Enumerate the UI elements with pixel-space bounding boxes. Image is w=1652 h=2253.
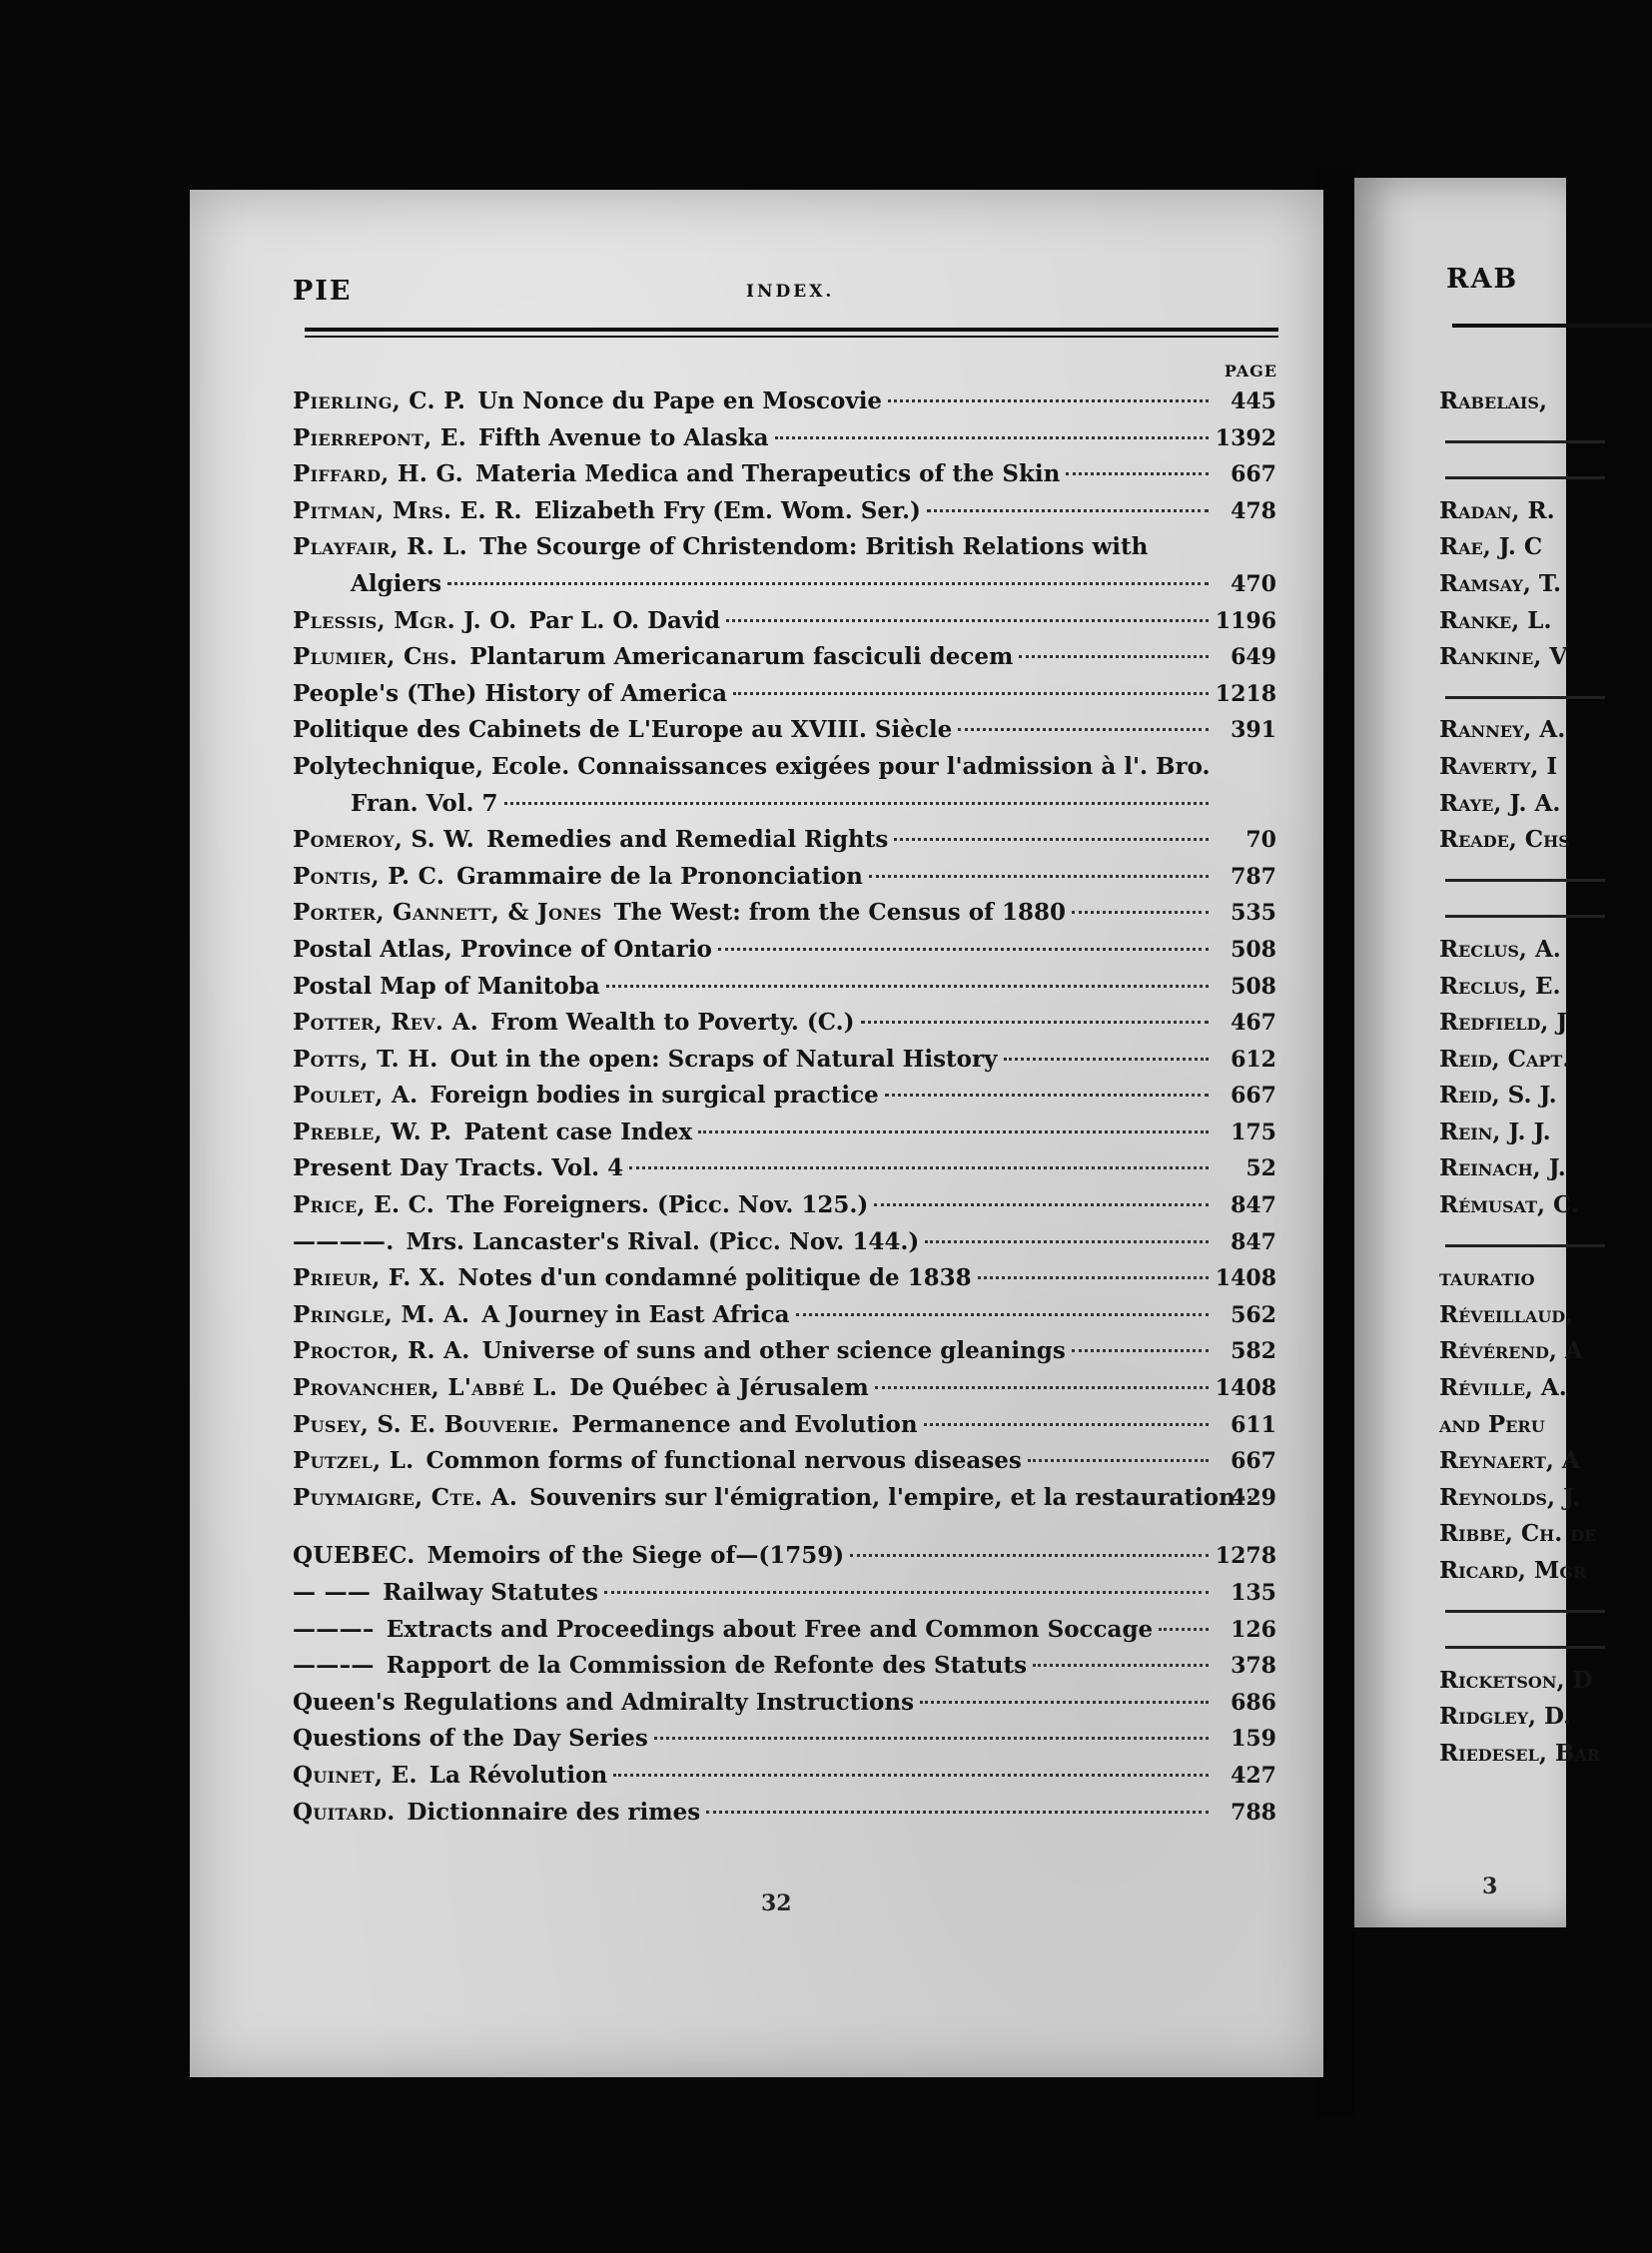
entry-page-number: 508 [1231,973,1276,1000]
adjacent-entry: Ricard, Mgr [1439,1557,1587,1584]
index-entry [293,643,1276,680]
entry-title: Extracts and Proceedings about Free and Common Soccage [386,1615,1154,1643]
entry-page-number: 612 [1231,1046,1276,1073]
entry-page-number: 667 [1231,461,1276,488]
dot-leader [1159,1628,1209,1631]
dot-leader [629,1166,1209,1169]
adjacent-entry: Rae, J. C [1439,533,1543,561]
entry-title: Permanence and Evolution [571,1410,918,1438]
adjacent-entry: Reclus, E. [1439,972,1561,1000]
dot-leader [718,948,1209,951]
entry-author: Quinet, E. [293,1761,417,1789]
entry-title: Common forms of functional nervous diseases [425,1447,1022,1475]
index-entry [293,1799,1276,1836]
entry-author: ——–— [293,1652,375,1680]
adjacent-entry: Reade, Chs [1439,826,1570,854]
index-entry [293,826,1276,863]
adjacent-entry: Ricketson, D [1439,1666,1593,1694]
adjacent-page-number: 3 [1482,1874,1498,1899]
entry-page-number: 1218 [1215,680,1276,707]
entry-page-number: 427 [1231,1762,1276,1789]
dot-leader [604,1591,1209,1594]
entry-title: Materia Medica and Therapeutics of the Skin [474,460,1061,488]
dot-leader [775,436,1209,439]
adjacent-entry: Réveillaud, [1439,1300,1574,1328]
entry-title: De Québec à Jérusalem [569,1374,869,1402]
adjacent-page [1354,178,1601,1927]
index-entry [293,607,1276,644]
adjacent-dash-line [1439,899,1600,936]
dot-leader [978,1276,1209,1279]
entry-author: Playfair, R. L. [293,533,468,561]
entry-title: Un Nonce du Pape en Moscovie [477,387,883,414]
index-entry [293,424,1276,461]
entry-page-number: 1392 [1215,424,1276,451]
section-gap [293,1520,1276,1542]
index-entry [293,1616,1276,1653]
dot-leader [1072,1349,1209,1352]
index-entry [293,716,1276,753]
entry-page-number: 175 [1231,1119,1276,1145]
entry-title: People's (The) History of America [293,679,728,707]
entry-title: Rapport de la Commission de Refonte des Statuts [386,1652,1028,1680]
dot-leader [888,399,1209,402]
entry-title: Elizabeth Fry (Em. Wom. Ser.) [533,496,921,524]
entry-title: Universe of suns and other science gleanings [481,1337,1066,1365]
dot-leader [1004,1058,1210,1061]
dot-leader [706,1811,1209,1814]
dot-leader [1019,655,1209,658]
entry-title: Notes d'un condamné politique de 1838 [457,1264,972,1292]
dot-leader [924,1423,1209,1426]
adjacent-entry: Rabelais, [1439,387,1547,414]
entry-author: Poulet, A. [293,1082,418,1110]
entry-title: A Journey in East Africa [481,1300,790,1328]
entry-author: Prieur, F. X. [293,1264,446,1292]
entry-title: Present Day Tracts. Vol. 4 [293,1154,624,1182]
entry-title: Fifth Avenue to Alaska [478,423,769,451]
entry-title: The Scourge of Christendom: British Relations with [479,533,1149,561]
index-entry [293,570,1276,607]
entry-title: Out in the open: Scraps of Natural History [449,1045,998,1073]
adjacent-entry: Rein, J. J. [1439,1118,1551,1145]
entry-title: Par L. O. David [528,606,721,634]
entry-page-number: 159 [1231,1726,1276,1753]
entry-author: Pierrepont, E. [293,423,467,451]
entry-page-number: 1408 [1215,1265,1276,1292]
entry-title: The West: from the Census of 1880 [613,899,1066,927]
entry-title: Patent case Index [463,1118,693,1145]
page-number: 32 [761,1890,792,1916]
dot-leader [1066,472,1209,475]
adjacent-dash-line [1439,1228,1600,1265]
entry-author: Preble, W. P. [293,1118,452,1145]
page-column-label: PAGE [1224,362,1277,380]
entry-title: Questions of the Day Series [293,1725,648,1753]
entry-page-number: 508 [1231,936,1276,963]
adjacent-entry: Reinach, J. [1439,1154,1566,1182]
adjacent-entry: Rémusat, C. [1439,1191,1579,1219]
adjacent-entry: Reynolds, J. [1439,1483,1581,1511]
entry-author: Provancher, L'abbé L. [293,1374,558,1402]
dot-leader [726,619,1209,622]
dot-leader [885,1094,1209,1097]
entry-title: Algiers [351,569,442,597]
entry-page-number: 649 [1231,644,1276,671]
dot-leader [894,838,1209,841]
dot-leader [504,802,1209,805]
dot-leader [654,1737,1209,1740]
adjacent-entry: Radan, R. [1439,496,1555,524]
dot-leader [613,1774,1209,1777]
entry-page-number: 847 [1231,1228,1276,1255]
adjacent-dash-line [1439,1594,1600,1631]
index-entry [293,533,1276,570]
entry-title: Souvenirs sur l'émigration, l'empire, et la restauration [529,1483,1236,1511]
entry-author: ————. [293,1227,395,1255]
entry-author: Porter, Gannett, & Jones [293,899,602,927]
adjacent-entry: Ramsay, T. [1439,569,1562,597]
entry-author: Piffard, H. G. [293,460,463,488]
entry-title: Postal Atlas, Province of Ontario [293,935,712,963]
entry-title: Polytechnique, Ecole. Connaissances exigées pour l'admission à l'. Bro. [293,752,1211,780]
dot-leader [733,692,1209,695]
index-entry [293,680,1276,717]
dot-leader [1072,911,1209,914]
dot-leader [698,1130,1209,1133]
entry-author: Proctor, R. A. [293,1337,470,1365]
entry-author: Pitman, Mrs. E. R. [293,496,522,524]
running-head-left: PIE [293,276,353,307]
index-entry [293,1411,1276,1448]
entry-page-number: 126 [1231,1616,1276,1643]
index-entry [293,1264,1276,1301]
entry-page-number: 135 [1231,1580,1276,1606]
index-entry [293,1542,1276,1579]
entry-author: Pomeroy, S. W. [293,826,475,854]
entry-author: Puymaigre, Cte. A. [293,1483,518,1511]
dot-leader [920,1701,1209,1704]
adjacent-entry: Raye, J. A. [1439,789,1561,817]
dot-leader [869,875,1209,878]
adjacent-entries [1439,387,1600,1777]
index-entry [293,1762,1276,1799]
entry-title: Queen's Regulations and Admiralty Instructions [293,1688,915,1716]
header-rule-thin [305,336,1278,338]
entry-author: Pusey, S. E. Bouverie. [293,1410,560,1438]
entry-author: Plessis, Mgr. J. O. [293,606,517,634]
adjacent-dash-line [1439,424,1600,461]
entry-page-number: 52 [1245,1155,1276,1182]
adjacent-entry: Ranke, L. [1439,606,1552,634]
index-entry [293,1009,1276,1046]
index-entry [293,1484,1276,1521]
adjacent-entry: Riedesel, Bar [1439,1739,1601,1767]
entry-author: Potter, Rev. A. [293,1009,479,1037]
adjacent-entry: Rankine, V [1439,643,1568,671]
adjacent-entry: Reynaert, A [1439,1447,1580,1475]
entry-page-number: 1278 [1215,1543,1276,1570]
entry-page-number: 611 [1231,1411,1276,1438]
adjacent-header-rule [1452,324,1652,328]
index-entry [293,1082,1276,1119]
entry-author: Pierling, C. P. [293,387,466,414]
index-entries [293,387,1276,1835]
entry-author: Pringle, M. A. [293,1300,470,1328]
entry-author: Pontis, P. C. [293,862,445,890]
index-entry [293,899,1276,936]
index-entry [293,753,1276,790]
entry-page-number: 788 [1231,1799,1276,1826]
entry-page-number: 667 [1231,1448,1276,1475]
index-entry [293,1725,1276,1762]
entry-page-number: 667 [1231,1083,1276,1110]
dot-leader [1033,1664,1209,1667]
index-entry [293,1652,1276,1689]
entry-page-number: 847 [1231,1192,1276,1219]
entry-page-number: 1408 [1215,1375,1276,1402]
entry-title: Mrs. Lancaster's Rival. (Picc. Nov. 144.) [406,1227,920,1255]
index-entry [293,1046,1276,1083]
adjacent-entry: Révérend, A [1439,1337,1583,1365]
entry-page-number: 582 [1231,1338,1276,1365]
entry-title: Politique des Cabinets de L'Europe au XVIII. Siècle [293,716,953,744]
entry-author: QUEBEC. [293,1542,415,1570]
adjacent-dash-line [1439,460,1600,497]
entry-author: Potts, T. H. [293,1045,438,1073]
dot-leader [850,1554,1209,1557]
adjacent-entry: Reclus, A. [1439,935,1561,963]
adjacent-entry: Raverty, I [1439,752,1558,780]
dot-leader [796,1313,1209,1316]
index-entry [293,936,1276,973]
adjacent-entry: Reid, S. J. [1439,1082,1557,1110]
index-page [190,190,1323,2077]
entry-title: Foreign bodies in surgical practice [429,1082,879,1110]
entry-page-number: 787 [1231,863,1276,890]
entry-title: The Foreigners. (Picc. Nov. 125.) [446,1191,869,1219]
entry-page-number: 478 [1231,497,1276,524]
entry-page-number: 70 [1245,827,1276,854]
index-entry [293,460,1276,497]
index-entry [293,1119,1276,1155]
adjacent-entry: Reid, Capt. [1439,1045,1571,1073]
entry-title: Fran. Vol. 7 [351,789,498,817]
entry-page-number: 445 [1231,388,1276,414]
entry-page-number: 535 [1231,900,1276,927]
entry-title: From Wealth to Poverty. (C.) [490,1009,855,1037]
entry-page-number: 467 [1231,1010,1276,1037]
dot-leader [861,1021,1209,1024]
entry-title: Railway Statutes [383,1579,599,1606]
dot-leader [1028,1459,1209,1462]
index-entry [293,1228,1276,1265]
dot-leader [1241,1496,1251,1499]
entry-author: Plumier, Chs. [293,643,458,671]
index-entry [293,973,1276,1010]
adjacent-running-head: RAB [1446,264,1519,295]
entry-title: La Révolution [428,1761,608,1789]
index-entry [293,1374,1276,1411]
dot-leader [927,509,1209,512]
index-entry [293,790,1276,827]
index-entry [293,1689,1276,1726]
running-head-center: INDEX. [746,282,835,302]
entry-page-number: 429 [1231,1484,1276,1511]
entry-title: Dictionnaire des rimes [407,1798,701,1826]
adjacent-entry: Redfield, J [1439,1009,1568,1037]
entry-author: ———– [293,1615,375,1643]
adjacent-entry: Ranney, A. [1439,716,1566,744]
index-entry [293,1154,1276,1191]
entry-author: Price, E. C. [293,1191,435,1219]
adjacent-entry: Ridgley, D. [1439,1703,1572,1731]
entry-page-number: 378 [1231,1653,1276,1680]
entry-page-number: 686 [1231,1689,1276,1716]
header-rule-thick [305,328,1278,332]
dot-leader [447,582,1209,585]
entry-author: — —— [293,1579,372,1606]
dot-leader [958,728,1209,731]
entry-page-number: 1196 [1215,607,1276,634]
dot-leader [875,1386,1209,1389]
dot-leader [606,985,1209,988]
entry-title: Plantarum Americanarum fasciculi decem [469,643,1014,671]
entry-author: Putzel, L. [293,1447,414,1475]
adjacent-dash-line [1439,1630,1600,1667]
entry-page-number: 562 [1231,1301,1276,1328]
index-entry [293,1191,1276,1228]
adjacent-dash-line [1439,863,1600,900]
entry-title: Memoirs of the Siege of—(1759) [426,1542,845,1570]
index-entry [293,863,1276,900]
adjacent-entry: Ribbe, Ch. de [1439,1520,1597,1548]
entry-author: Quitard. [293,1798,396,1826]
index-entry [293,1301,1276,1338]
index-entry [293,1447,1276,1484]
index-entry [293,1579,1276,1616]
adjacent-dash-line [1439,680,1600,717]
index-entry [293,387,1276,424]
entry-title: Postal Map of Manitoba [293,972,600,1000]
entry-title: Grammaire de la Prononciation [456,862,863,890]
adjacent-entry: and Peru [1439,1410,1545,1438]
entry-page-number: 391 [1231,717,1276,744]
adjacent-entry: tauratio [1439,1264,1535,1292]
entry-title: Remedies and Remedial Rights [486,826,889,854]
dot-leader [874,1203,1209,1206]
adjacent-entry: Réville, A. [1439,1374,1567,1402]
entry-page-number: 470 [1231,570,1276,597]
index-entry [293,1337,1276,1374]
index-entry [293,497,1276,534]
dot-leader [925,1240,1209,1243]
